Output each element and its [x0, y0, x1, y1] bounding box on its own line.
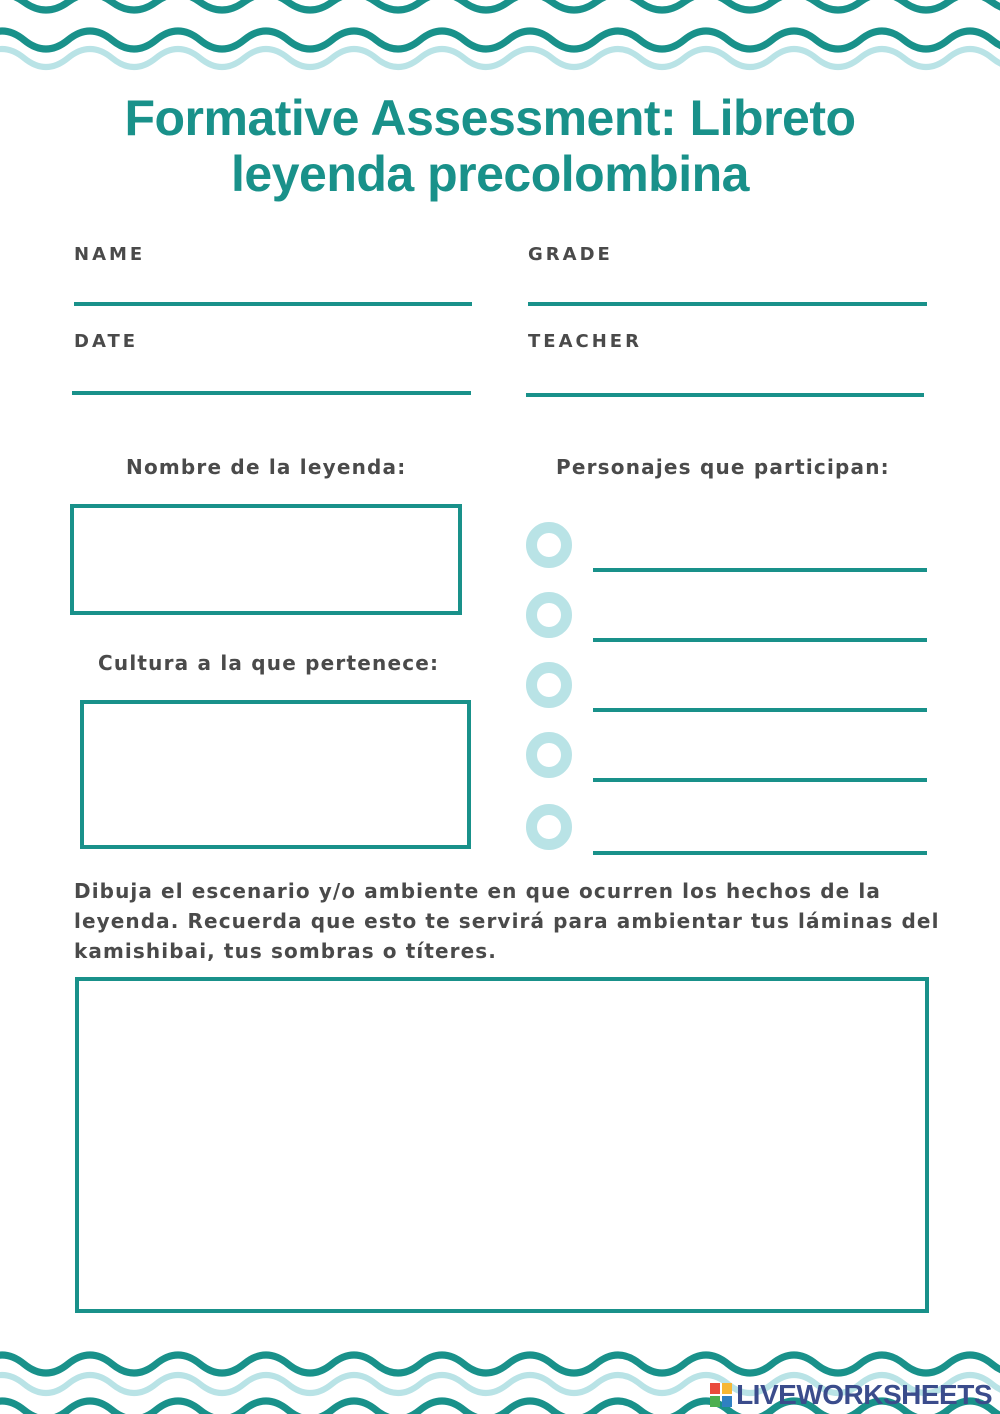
top-wave-border [0, 0, 1000, 80]
characters-label: Personajes que participan: [556, 455, 890, 479]
character-line-5[interactable] [593, 851, 927, 855]
legend-name-box[interactable] [70, 504, 462, 615]
culture-box[interactable] [80, 700, 471, 849]
character-bullet-2 [526, 592, 572, 638]
character-line-2[interactable] [593, 638, 927, 642]
name-label: NAME [74, 244, 146, 265]
character-bullet-5 [526, 804, 572, 850]
culture-label: Cultura a la que pertenece: [98, 651, 440, 675]
character-line-1[interactable] [593, 568, 927, 572]
character-line-4[interactable] [593, 778, 927, 782]
character-bullet-4 [526, 732, 572, 778]
character-bullet-1 [526, 522, 572, 568]
liveworksheets-logo-icon [710, 1383, 732, 1407]
teacher-label: TEACHER [528, 331, 642, 352]
grade-label: GRADE [528, 244, 613, 265]
drawing-instructions: Dibuja el escenario y/o ambiente en que ocurren los hechos de la leyenda. Recuerda que esto te servirá para ambientar tus láminas del kamishibai, tus sombras o títeres. [74, 879, 940, 963]
date-input-line[interactable] [72, 391, 471, 395]
grade-input-line[interactable] [528, 302, 927, 306]
teacher-input-line[interactable] [526, 393, 924, 397]
liveworksheets-brand [710, 1378, 992, 1412]
date-label: DATE [74, 331, 139, 352]
liveworksheets-wordmark: LIVEWORKSHEETS [736, 1379, 992, 1410]
character-line-3[interactable] [593, 708, 927, 712]
page-title: Formative Assessment: Libreto leyenda precolombina [124, 90, 856, 202]
character-bullet-3 [526, 662, 572, 708]
legend-name-label: Nombre de la leyenda: [126, 455, 407, 479]
name-input-line[interactable] [74, 302, 472, 306]
drawing-area-box[interactable] [75, 977, 929, 1313]
